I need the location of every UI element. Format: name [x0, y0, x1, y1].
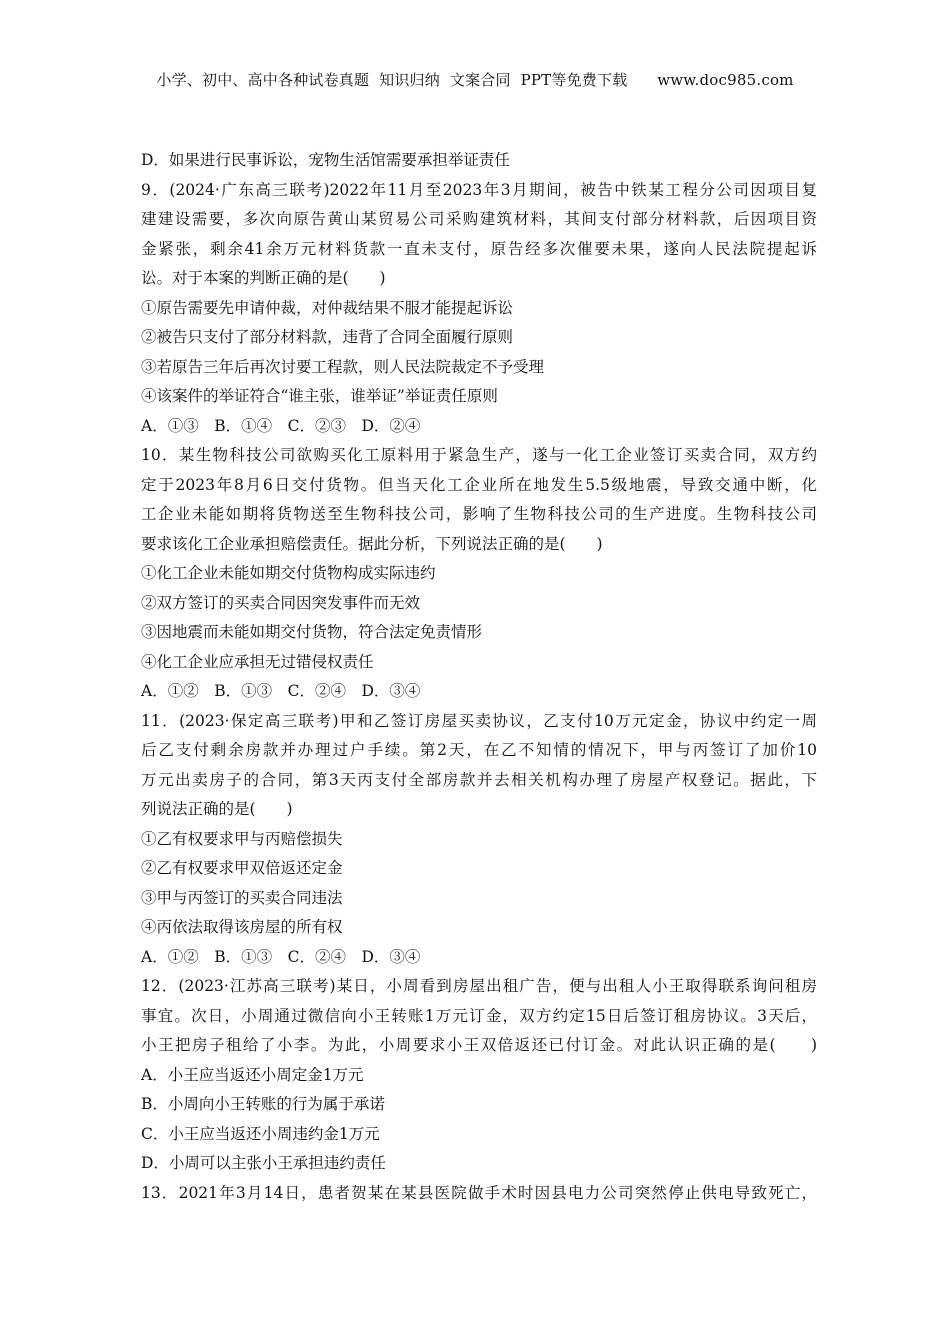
option-line: C．小王应当返还小周违约金1万元 — [141, 1124, 380, 1143]
question-line: 工企业未能如期将货物送至生物科技公司，影响了生物科技公司的生产进度。生物科技公司 — [141, 505, 817, 523]
statement-line: ④该案件的举证符合“谁主张，谁举证”举证责任原则 — [141, 387, 498, 405]
statement-line: ①乙有权要求甲与丙赔偿损失 — [141, 829, 343, 848]
option-line: A．小王应当返还小周定金1万元 — [141, 1065, 364, 1084]
option-line: B．小周向小王转账的行为属于承诺 — [141, 1095, 385, 1113]
option-line: D．如果进行民事诉讼，宠物生活馆需要承担举证责任 — [141, 151, 510, 169]
statement-line: ②乙有权要求甲双倍返还定金 — [141, 859, 343, 877]
statement-line: ②被告只支付了部分材料款，违背了合同全面履行原则 — [141, 328, 514, 346]
answer-options-line: A．①② B．①③ C．②④ D．③④ — [141, 947, 421, 966]
answer-options-line: A．①③ B．①④ C．②③ D．②④ — [141, 416, 421, 435]
question-line: 要求该化工企业承担赔偿责任。据此分析，下列说法正确的是( ) — [141, 534, 603, 553]
statement-line: ①化工企业未能如期交付货物构成实际违约 — [141, 564, 436, 582]
statement-line: ③甲与丙签订的买卖合同违法 — [141, 888, 343, 907]
question-line: 11．(2023·保定高三联考)甲和乙签订房屋买卖协议，乙支付10万元定金，协议中约定一周 — [141, 711, 817, 730]
question-line: 金紧张，剩余41余万元材料货款一直未支付，原告经多次催要未果，遂向人民法院提起诉 — [141, 239, 817, 258]
statement-line: ②双方签订的买卖合同因突发事件而无效 — [141, 593, 421, 612]
statement-line: ④化工企业应承担无过错侵权责任 — [141, 652, 374, 671]
page-header: 小学、初中、高中各种试卷真题 知识归纳 文案合同 PPT等免费下载 www.doc985.com — [156, 71, 794, 89]
question-line: 9．(2024·广东高三联考)2022年11月至2023年3月期间，被告中铁某工程分公司因项目复 — [141, 180, 817, 199]
question-line: 10．某生物科技公司欲购买化工原料用于紧急生产，遂与一化工企业签订买卖合同，双方约 — [141, 446, 817, 464]
question-line: 后乙支付剩余房款并办理过户手续。第2天，在乙不知情的情况下，甲与丙签订了加价10 — [141, 741, 817, 759]
question-line: 定于2023年8月6日交付货物。但当天化工企业所在地发生5.5级地震，导致交通中断，化 — [141, 475, 817, 494]
statement-line: ①原告需要先申请仲裁，对仲裁结果不服才能提起诉讼 — [141, 298, 514, 317]
answer-options-line: A．①② B．①③ C．②④ D．③④ — [141, 682, 421, 700]
question-line: 事宜。次日，小周通过微信向小王转账1万元订金，双方约定15日后签订租房协议。3天后， — [141, 1006, 817, 1025]
question-line: 建建设需要，多次向原告黄山某贸易公司采购建筑材料，其间支付部分材料款，后因项目资 — [141, 210, 817, 228]
statement-line: ③若原告三年后再次讨要工程款，则人民法院裁定不予受理 — [141, 357, 545, 376]
question-line: 小王把房子租给了小李。为此，小周要求小王双倍返还已付订金。对此认识正确的是( ) — [141, 1036, 817, 1054]
question-line: 万元出卖房子的合同，第3天丙支付全部房款并去相关机构办理了房屋产权登记。据此，下 — [141, 770, 817, 789]
question-line: 13．2021年3月14日，患者贺某在某县医院做手术时因县电力公司突然停止供电导致死亡， — [141, 1183, 817, 1202]
option-line: D．小周可以主张小王承担违约责任 — [141, 1154, 386, 1172]
question-line: 12．(2023·江苏高三联考)某日，小周看到房屋出租广告，便与出租人小王取得联系询问租房 — [141, 977, 817, 995]
statement-line: ③因地震而未能如期交付货物，符合法定免责情形 — [141, 623, 483, 641]
question-line: 列说法正确的是( ) — [141, 800, 293, 818]
question-line: 讼。对于本案的判断正确的是( ) — [141, 269, 386, 287]
document-body — [141, 146, 817, 1208]
statement-line: ④丙依法取得该房屋的所有权 — [141, 918, 343, 936]
